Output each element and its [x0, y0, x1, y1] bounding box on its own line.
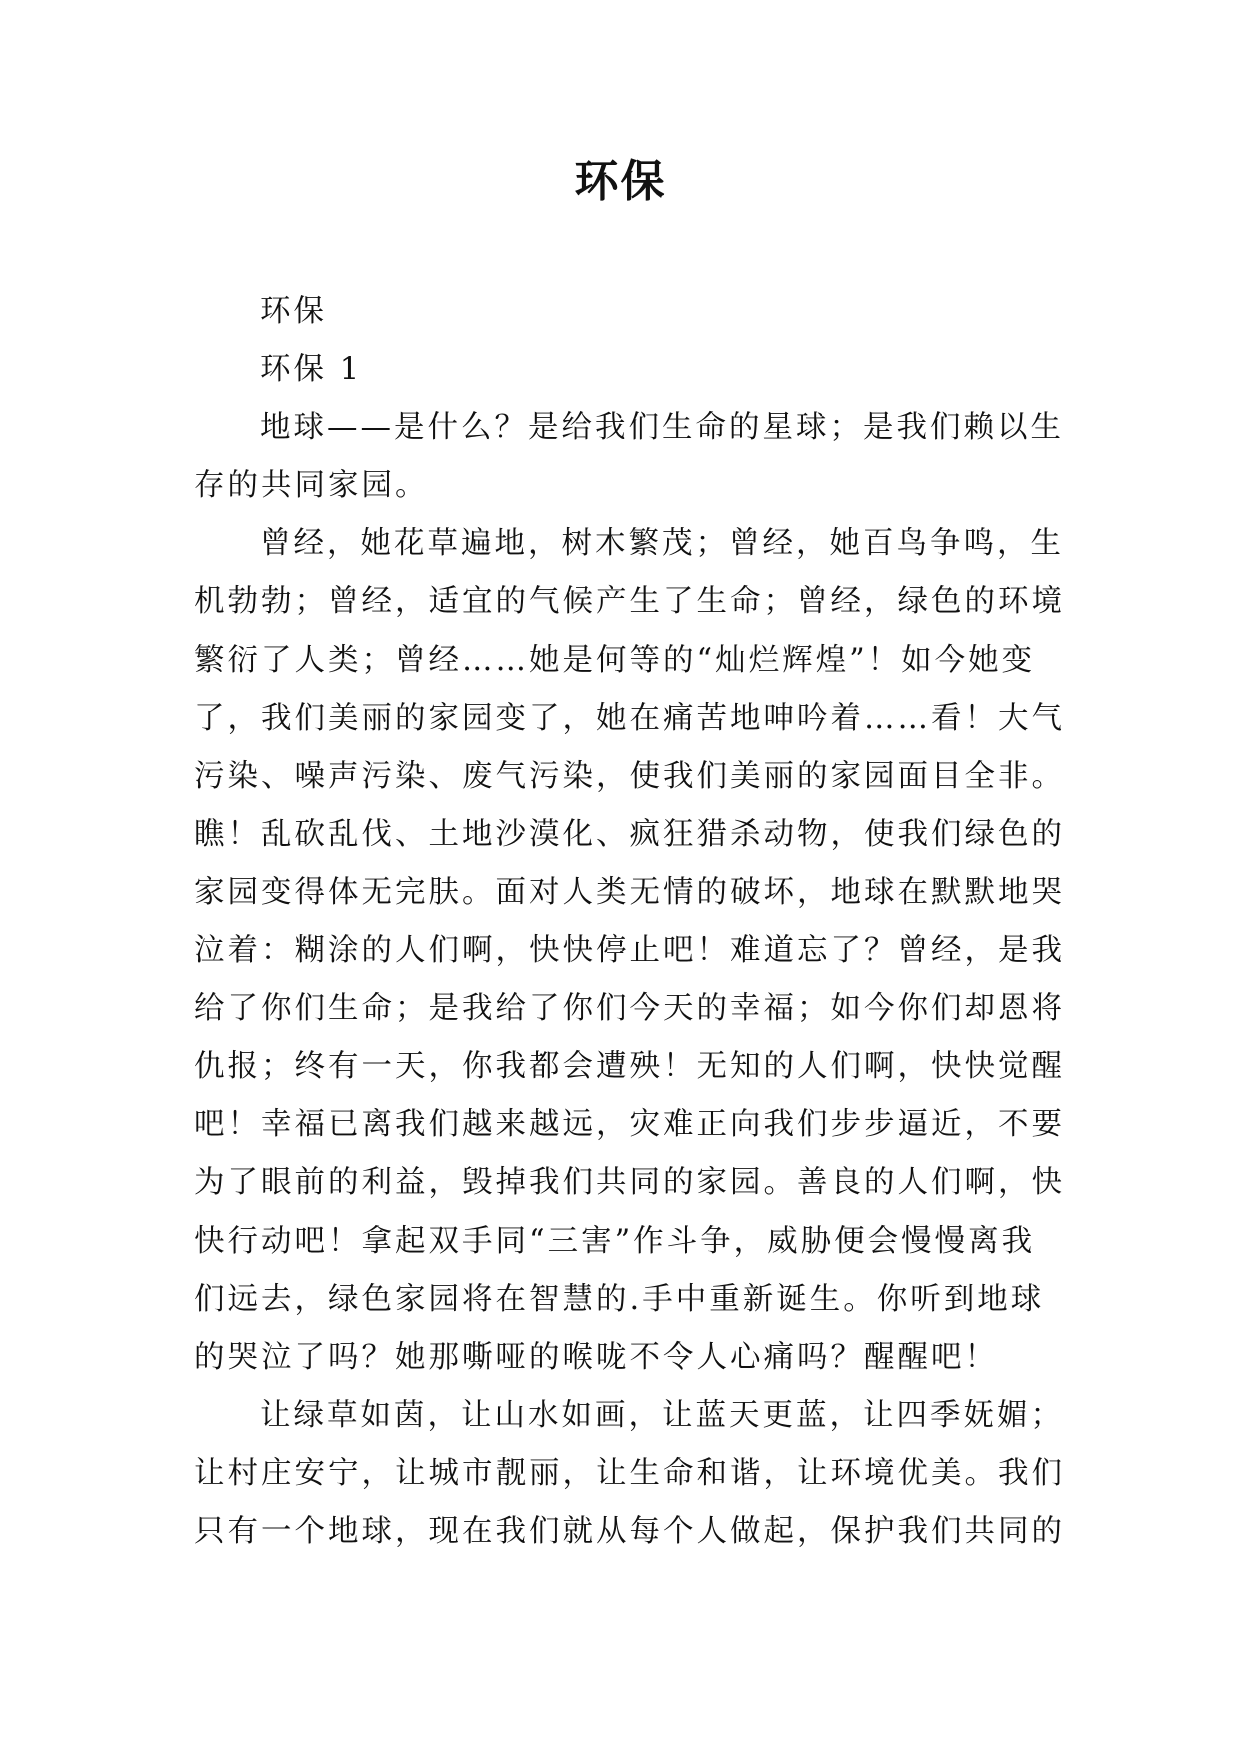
document-title: 环保	[574, 156, 667, 207]
text-line: 仇报；终有一天，你我都会遭殃！无知的人们啊，快快觉醒	[194, 1049, 1065, 1085]
text-line: 吧！幸福已离我们越来越远，灾难正向我们步步逼近，不要	[194, 1107, 1065, 1143]
text-line: 让绿草如茵，让山水如画，让蓝天更蓝，让四季妩媚；	[260, 1397, 1064, 1433]
text-line: 快行动吧！拿起双手同“三害”作斗争，威胁便会慢慢离我	[194, 1223, 1036, 1259]
text-line: 泣着：糊涂的人们啊，快快停止吧！难道忘了？曾经，是我	[194, 933, 1065, 969]
text-line: 们远去，绿色家园将在智慧的.手中重新诞生。你听到地球	[194, 1281, 1045, 1317]
text-line: 家园变得体无完肤。面对人类无情的破坏，地球在默默地哭	[194, 874, 1065, 910]
text-line: 了，我们美丽的家园变了，她在痛苦地呻吟着……看！大气	[194, 700, 1065, 736]
text-line: 环保 1	[260, 352, 363, 388]
text-line: 的哭泣了吗？她那嘶哑的喉咙不令人心痛吗？醒醒吧！	[194, 1339, 998, 1375]
text-line: 地球——是什么？是给我们生命的星球；是我们赖以生	[260, 410, 1064, 446]
text-line: 让村庄安宁，让城市靓丽，让生命和谐，让环境优美。我们	[194, 1455, 1065, 1491]
text-line: 瞧！乱砍乱伐、土地沙漠化、疯狂猎杀动物，使我们绿色的	[194, 816, 1065, 852]
text-line: 繁衍了人类；曾经……她是何等的“灿烂辉煌”！如今她变	[194, 642, 1036, 678]
document-body	[194, 283, 1074, 1561]
text-line: 机勃勃；曾经，适宜的气候产生了生命；曾经，绿色的环境	[194, 584, 1065, 620]
text-line: 只有一个地球，现在我们就从每个人做起，保护我们共同的	[194, 1513, 1065, 1549]
text-line: 曾经，她花草遍地，树木繁茂；曾经，她百鸟争鸣，生	[260, 526, 1064, 562]
text-line: 给了你们生命；是我给了你们今天的幸福；如今你们却恩将	[194, 991, 1065, 1027]
text-line: 污染、噪声污染、废气污染，使我们美丽的家园面目全非。	[194, 758, 1065, 794]
text-line: 环保	[260, 294, 327, 329]
text-line: 存的共同家园。	[194, 468, 429, 504]
text-line: 为了眼前的利益，毁掉我们共同的家园。善良的人们啊，快	[194, 1165, 1065, 1201]
